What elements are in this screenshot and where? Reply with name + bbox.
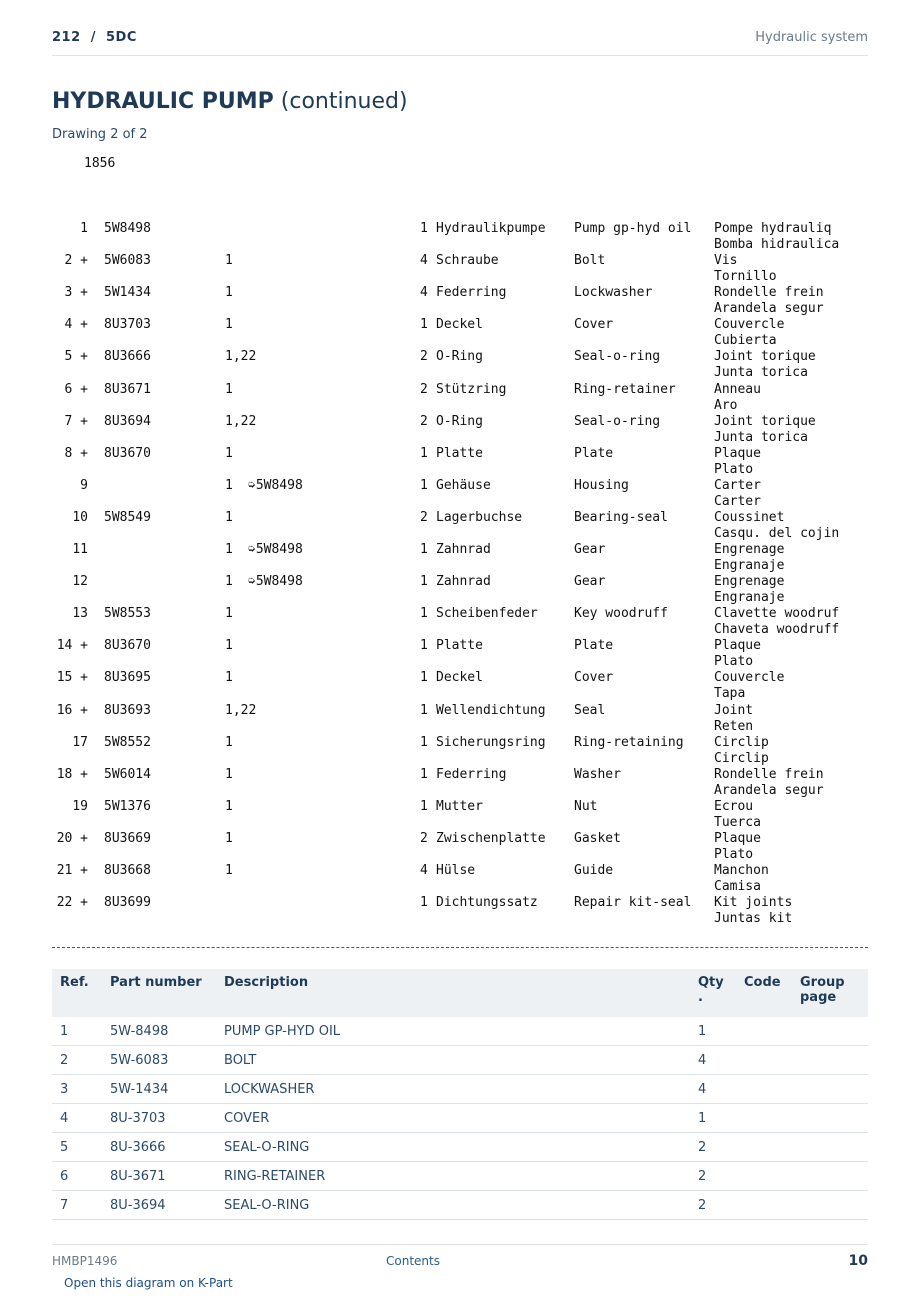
scan-qty: 2 bbox=[420, 413, 428, 429]
scan-desc-en: Ring-retainer bbox=[574, 381, 676, 397]
row-ref: 7 bbox=[52, 1191, 102, 1220]
row-description: SEAL-O-RING bbox=[216, 1133, 690, 1162]
scan-desc-es: Reten bbox=[714, 718, 754, 734]
scan-row bbox=[52, 221, 868, 253]
scan-part-number: 8U3693 bbox=[104, 702, 151, 718]
scan-desc-de: Federring bbox=[436, 285, 507, 301]
open-diagram-link[interactable]: Open this diagram on K-Part bbox=[64, 1276, 233, 1290]
parts-table-body bbox=[52, 1017, 868, 1220]
scan-desc-en: Seal bbox=[574, 702, 606, 718]
scan-part-number: 5W6014 bbox=[104, 766, 151, 782]
row-description: COVER bbox=[216, 1104, 690, 1133]
scan-note: 1,22 bbox=[225, 349, 257, 365]
scan-desc-fr: Engrenage bbox=[714, 542, 785, 557]
row-group-page bbox=[792, 1191, 868, 1220]
scan-desc-en: Seal-o-ring bbox=[574, 413, 661, 429]
row-ref: 5 bbox=[52, 1133, 102, 1162]
scan-desc-es: Engranaje bbox=[714, 558, 785, 573]
scan-desc-en: Cover bbox=[574, 670, 614, 686]
scan-qty: 2 bbox=[420, 381, 428, 397]
table-row[interactable] bbox=[52, 1104, 868, 1133]
scan-desc-de: Platte bbox=[436, 445, 483, 461]
scan-part-number: 8U3699 bbox=[104, 895, 151, 911]
col-code: Code bbox=[736, 969, 792, 1017]
scan-qty: 2 bbox=[420, 830, 428, 846]
scan-row bbox=[52, 606, 868, 638]
scan-part-number: 8U3694 bbox=[104, 413, 151, 429]
scan-reference-arrow: ➭5W8498 bbox=[248, 477, 303, 493]
scan-ref: 6 + bbox=[64, 381, 88, 397]
scan-desc-fr: Coussinet bbox=[714, 509, 785, 525]
page-number: 10 bbox=[848, 1253, 868, 1269]
scan-qty: 1 bbox=[420, 766, 428, 782]
col-description: Description bbox=[216, 969, 690, 1017]
scan-desc-de: Gehäuse bbox=[436, 477, 491, 493]
scan-desc-de: Federring bbox=[436, 766, 507, 782]
scan-row bbox=[52, 703, 868, 735]
scan-note: 1 bbox=[225, 317, 233, 333]
scan-ref: 16 + bbox=[56, 702, 88, 718]
scan-desc-de: Dichtungssatz bbox=[436, 895, 538, 911]
scan-ref: 4 + bbox=[64, 317, 88, 333]
scan-note: 1 bbox=[225, 863, 233, 878]
scan-desc-de: Hülse bbox=[436, 863, 476, 878]
scan-desc-fr: Rondelle frein bbox=[714, 285, 824, 301]
table-row[interactable] bbox=[52, 1133, 868, 1162]
scan-desc-es: Plato bbox=[714, 654, 754, 670]
scan-desc-es: Tapa bbox=[714, 686, 746, 702]
scan-row bbox=[52, 670, 868, 702]
row-code bbox=[736, 1046, 792, 1075]
scan-ref: 20 + bbox=[56, 830, 88, 846]
scan-desc-de: O-Ring bbox=[436, 413, 483, 429]
scan-note: 1 bbox=[225, 638, 233, 654]
row-ref: 2 bbox=[52, 1046, 102, 1075]
row-ref: 3 bbox=[52, 1075, 102, 1104]
scan-qty: 2 bbox=[420, 349, 428, 365]
row-part-number: 5W-6083 bbox=[102, 1046, 216, 1075]
scan-desc-de: Deckel bbox=[436, 317, 483, 333]
scan-desc-es: Camisa bbox=[714, 879, 761, 894]
table-row[interactable] bbox=[52, 1017, 868, 1046]
scan-desc-fr: Clavette woodruf bbox=[714, 606, 840, 622]
scan-qty: 4 bbox=[420, 863, 428, 878]
scan-desc-de: Zahnrad bbox=[436, 574, 491, 590]
row-qty: 2 bbox=[690, 1133, 736, 1162]
table-row[interactable] bbox=[52, 1162, 868, 1191]
drawing-label: Drawing 2 of 2 bbox=[52, 127, 148, 142]
scan-ref: 3 + bbox=[64, 285, 88, 301]
row-code bbox=[736, 1104, 792, 1133]
scan-desc-de: Platte bbox=[436, 638, 483, 654]
scan-desc-es: Junta torica bbox=[714, 429, 808, 445]
row-part-number: 8U-3666 bbox=[102, 1133, 216, 1162]
scan-desc-en: Washer bbox=[574, 766, 621, 782]
scan-desc-fr: Joint torique bbox=[714, 413, 816, 429]
scan-row bbox=[52, 767, 868, 799]
scan-qty: 4 bbox=[420, 285, 428, 301]
scan-desc-en: Gear bbox=[574, 574, 606, 590]
scan-desc-es: Tuerca bbox=[714, 814, 761, 830]
row-qty: 2 bbox=[690, 1162, 736, 1191]
scan-note: 1 bbox=[225, 477, 233, 493]
scan-note: 1 bbox=[225, 766, 233, 782]
scan-ref: 11 bbox=[72, 542, 88, 557]
section-breadcrumb: 212 / 5DC bbox=[52, 30, 137, 45]
scan-desc-fr: Plaque bbox=[714, 830, 761, 846]
scan-part-number: 8U3670 bbox=[104, 445, 151, 461]
row-code bbox=[736, 1075, 792, 1104]
scan-desc-en: Guide bbox=[574, 863, 614, 878]
scan-desc-fr: Joint bbox=[714, 702, 754, 718]
scan-qty: 1 bbox=[420, 477, 428, 493]
row-qty: 1 bbox=[690, 1104, 736, 1133]
scan-desc-fr: Circlip bbox=[714, 734, 769, 750]
col-group-page: Group page bbox=[792, 969, 868, 1017]
scan-qty: 1 bbox=[420, 317, 428, 333]
row-description: RING-RETAINER bbox=[216, 1162, 690, 1191]
scan-note: 1 bbox=[225, 381, 233, 397]
scan-row bbox=[52, 542, 868, 574]
scan-part-number: 5W1434 bbox=[104, 285, 151, 301]
page-title-suffix: (continued) bbox=[280, 89, 408, 114]
scan-qty: 1 bbox=[420, 542, 428, 557]
row-description: LOCKWASHER bbox=[216, 1075, 690, 1104]
scan-part-number: 8U3669 bbox=[104, 830, 151, 846]
scan-desc-de: Zwischenplatte bbox=[436, 830, 546, 846]
scan-desc-en: Bearing-seal bbox=[574, 509, 668, 525]
scan-ref: 9 bbox=[80, 477, 88, 493]
section-name: Hydraulic system bbox=[755, 30, 868, 45]
scan-note: 1 bbox=[225, 670, 233, 686]
scan-qty: 1 bbox=[420, 734, 428, 750]
scan-desc-es: Plato bbox=[714, 461, 754, 477]
scan-desc-de: Zahnrad bbox=[436, 542, 491, 557]
scan-qty: 1 bbox=[420, 606, 428, 622]
row-part-number: 5W-8498 bbox=[102, 1017, 216, 1046]
scan-row bbox=[52, 285, 868, 317]
scan-part-number: 5W8549 bbox=[104, 509, 151, 525]
scan-desc-es: Circlip bbox=[714, 750, 769, 766]
scan-row bbox=[52, 446, 868, 478]
scan-desc-fr: Ecrou bbox=[714, 798, 754, 814]
scan-reference-arrow: ➭5W8498 bbox=[248, 574, 303, 590]
scan-desc-de: Deckel bbox=[436, 670, 483, 686]
scan-row bbox=[52, 831, 868, 863]
scan-note: 1 bbox=[225, 574, 233, 590]
scan-desc-de: Mutter bbox=[436, 798, 483, 814]
scan-ref: 12 bbox=[72, 574, 88, 590]
scan-desc-es: Carter bbox=[714, 493, 761, 509]
scan-desc-de: Hydraulikpumpe bbox=[436, 221, 546, 236]
scan-row bbox=[52, 638, 868, 670]
scan-desc-en: Lockwasher bbox=[574, 285, 653, 301]
scan-desc-fr: Couvercle bbox=[714, 317, 785, 333]
scan-ref: 19 bbox=[72, 798, 88, 814]
row-description: SEAL-O-RING bbox=[216, 1191, 690, 1220]
scan-desc-es: Engranaje bbox=[714, 590, 785, 606]
row-description: BOLT bbox=[216, 1046, 690, 1075]
scan-desc-es: Chaveta woodruff bbox=[714, 622, 840, 638]
scan-qty: 1 bbox=[420, 221, 428, 236]
col-qty: Qty . bbox=[690, 969, 736, 1017]
scan-desc-es: Arandela segur bbox=[714, 301, 824, 317]
col-part-number: Part number bbox=[102, 969, 216, 1017]
scan-desc-fr: Carter bbox=[714, 477, 761, 493]
page-title bbox=[52, 89, 408, 114]
scan-ref: 7 + bbox=[64, 413, 88, 429]
row-qty: 1 bbox=[690, 1017, 736, 1046]
row-group-page bbox=[792, 1017, 868, 1046]
scan-desc-fr: Rondelle frein bbox=[714, 766, 824, 782]
scan-desc-fr: Plaque bbox=[714, 638, 761, 654]
scan-note: 1 bbox=[225, 606, 233, 622]
page-footer bbox=[52, 1244, 868, 1275]
scan-part-number: 8U3695 bbox=[104, 670, 151, 686]
scan-desc-en: Bolt bbox=[574, 253, 606, 269]
scan-row bbox=[52, 349, 868, 381]
table-row[interactable] bbox=[52, 1075, 868, 1104]
scan-ref: 10 bbox=[72, 509, 88, 525]
scan-ref: 13 bbox=[72, 606, 88, 622]
row-part-number: 8U-3703 bbox=[102, 1104, 216, 1133]
scan-note: 1 bbox=[225, 253, 233, 269]
scan-qty: 1 bbox=[420, 638, 428, 654]
scan-desc-fr: Anneau bbox=[714, 381, 761, 397]
scan-ref: 14 + bbox=[56, 638, 88, 654]
scan-row bbox=[52, 478, 868, 510]
parts-table bbox=[52, 969, 868, 1220]
table-row[interactable] bbox=[52, 1191, 868, 1220]
scan-qty: 1 bbox=[420, 895, 428, 911]
scan-desc-fr: Engrenage bbox=[714, 574, 785, 590]
scan-part-number: 8U3670 bbox=[104, 638, 151, 654]
scan-note: 1 bbox=[225, 509, 233, 525]
row-code bbox=[736, 1133, 792, 1162]
scan-desc-de: Lagerbuchse bbox=[436, 509, 523, 525]
scan-ref: 5 + bbox=[64, 349, 88, 365]
scan-desc-fr: Plaque bbox=[714, 445, 761, 461]
scan-row bbox=[52, 735, 868, 767]
scan-reference-arrow: ➭5W8498 bbox=[248, 542, 303, 557]
row-code bbox=[736, 1162, 792, 1191]
row-description: PUMP GP-HYD OIL bbox=[216, 1017, 690, 1046]
scan-ref: 1 bbox=[80, 221, 88, 236]
scan-ref: 18 + bbox=[56, 766, 88, 782]
row-group-page bbox=[792, 1075, 868, 1104]
scan-row bbox=[52, 510, 868, 542]
scan-desc-es: Cubierta bbox=[714, 333, 777, 349]
scan-desc-es: Arandela segur bbox=[714, 782, 824, 798]
scan-part-number: 5W1376 bbox=[104, 798, 151, 814]
scan-desc-fr: Couvercle bbox=[714, 670, 785, 686]
scan-ref: 22 + bbox=[56, 895, 88, 911]
scan-part-number: 5W6083 bbox=[104, 253, 151, 269]
parts-table-header bbox=[52, 969, 868, 1017]
row-group-page bbox=[792, 1104, 868, 1133]
contents-link[interactable]: Contents bbox=[386, 1254, 440, 1268]
scan-row bbox=[52, 382, 868, 414]
scan-desc-en: Pump gp-hyd oil bbox=[574, 221, 692, 236]
scan-desc-en: Key woodruff bbox=[574, 606, 668, 622]
row-ref: 4 bbox=[52, 1104, 102, 1133]
scan-ref: 8 + bbox=[64, 445, 88, 461]
scan-note: 1,22 bbox=[225, 413, 257, 429]
scan-number: 1856 bbox=[84, 156, 116, 171]
scan-desc-de: Wellendichtung bbox=[436, 702, 546, 718]
scan-desc-en: Gasket bbox=[574, 830, 621, 846]
scan-qty: 1 bbox=[420, 670, 428, 686]
document-id: HMBP1496 bbox=[52, 1254, 118, 1268]
scan-desc-fr: Joint torique bbox=[714, 349, 816, 365]
scan-desc-en: Seal-o-ring bbox=[574, 349, 661, 365]
row-code bbox=[736, 1017, 792, 1046]
scan-note: 1 bbox=[225, 734, 233, 750]
scan-qty: 2 bbox=[420, 509, 428, 525]
scan-desc-fr: Vis bbox=[714, 253, 738, 269]
scan-desc-en: Gear bbox=[574, 542, 606, 557]
scan-part-number: 8U3703 bbox=[104, 317, 151, 333]
scan-desc-en: Ring-retaining bbox=[574, 734, 684, 750]
scan-ref: 17 bbox=[72, 734, 88, 750]
scan-note: 1 bbox=[225, 830, 233, 846]
scan-desc-es: Aro bbox=[714, 397, 738, 413]
scan-desc-es: Casqu. del cojin bbox=[714, 525, 840, 541]
scan-part-number: 5W8553 bbox=[104, 606, 151, 622]
scan-desc-es: Plato bbox=[714, 846, 754, 862]
scan-desc-en: Nut bbox=[574, 798, 598, 814]
scan-desc-de: O-Ring bbox=[436, 349, 483, 365]
scan-desc-en: Cover bbox=[574, 317, 614, 333]
scan-desc-de: Stützring bbox=[436, 381, 507, 397]
scan-desc-fr: Manchon bbox=[714, 863, 769, 878]
scan-desc-de: Sicherungsring bbox=[436, 734, 546, 750]
col-ref: Ref. bbox=[52, 969, 102, 1017]
row-part-number: 5W-1434 bbox=[102, 1075, 216, 1104]
scan-note: 1,22 bbox=[225, 702, 257, 718]
scan-desc-en: Housing bbox=[574, 477, 629, 493]
scan-row bbox=[52, 253, 868, 285]
scan-desc-es: Junta torica bbox=[714, 365, 808, 381]
table-row[interactable] bbox=[52, 1046, 868, 1075]
scan-desc-de: Schraube bbox=[436, 253, 499, 269]
scan-desc-fr: Kit joints bbox=[714, 895, 793, 911]
scan-note: 1 bbox=[225, 285, 233, 301]
scan-part-number: 5W8552 bbox=[104, 734, 151, 750]
scan-row bbox=[52, 414, 868, 446]
scan-note: 1 bbox=[225, 542, 233, 557]
scan-note: 1 bbox=[225, 445, 233, 461]
scan-row bbox=[52, 895, 868, 927]
scanned-parts-list bbox=[52, 150, 868, 950]
scan-part-number: 8U3671 bbox=[104, 381, 151, 397]
scan-row bbox=[52, 799, 868, 831]
scan-ref: 15 + bbox=[56, 670, 88, 686]
scan-desc-es: Juntas kit bbox=[714, 911, 793, 927]
row-ref: 6 bbox=[52, 1162, 102, 1191]
scan-qty: 1 bbox=[420, 702, 428, 718]
scan-row bbox=[52, 574, 868, 606]
scan-desc-en: Repair kit-seal bbox=[574, 895, 692, 911]
scan-ref: 2 + bbox=[64, 253, 88, 269]
scan-row bbox=[52, 317, 868, 349]
scan-qty: 1 bbox=[420, 445, 428, 461]
scan-part-number: 8U3666 bbox=[104, 349, 151, 365]
scan-row bbox=[52, 863, 868, 895]
row-qty: 4 bbox=[690, 1046, 736, 1075]
page-title-main: HYDRAULIC PUMP bbox=[52, 89, 274, 114]
scan-desc-de: Scheibenfeder bbox=[436, 606, 538, 622]
scan-desc-es: Tornillo bbox=[714, 269, 777, 285]
scan-qty: 4 bbox=[420, 253, 428, 269]
row-qty: 2 bbox=[690, 1191, 736, 1220]
row-code bbox=[736, 1191, 792, 1220]
scan-qty: 1 bbox=[420, 574, 428, 590]
scan-desc-en: Plate bbox=[574, 445, 614, 461]
row-group-page bbox=[792, 1046, 868, 1075]
row-part-number: 8U-3694 bbox=[102, 1191, 216, 1220]
row-group-page bbox=[792, 1133, 868, 1162]
scan-ref: 21 + bbox=[56, 863, 88, 878]
scan-desc-en: Plate bbox=[574, 638, 614, 654]
scan-divider bbox=[52, 947, 868, 948]
scan-desc-fr: Pompe hydrauliq bbox=[714, 221, 832, 236]
scan-note: 1 bbox=[225, 798, 233, 814]
row-ref: 1 bbox=[52, 1017, 102, 1046]
page-header bbox=[52, 28, 868, 56]
scan-part-number: 5W8498 bbox=[104, 221, 151, 236]
row-group-page bbox=[792, 1162, 868, 1191]
scan-qty: 1 bbox=[420, 798, 428, 814]
row-part-number: 8U-3671 bbox=[102, 1162, 216, 1191]
scan-desc-es: Bomba hidraulica bbox=[714, 237, 840, 252]
scan-part-number: 8U3668 bbox=[104, 863, 151, 878]
row-qty: 4 bbox=[690, 1075, 736, 1104]
